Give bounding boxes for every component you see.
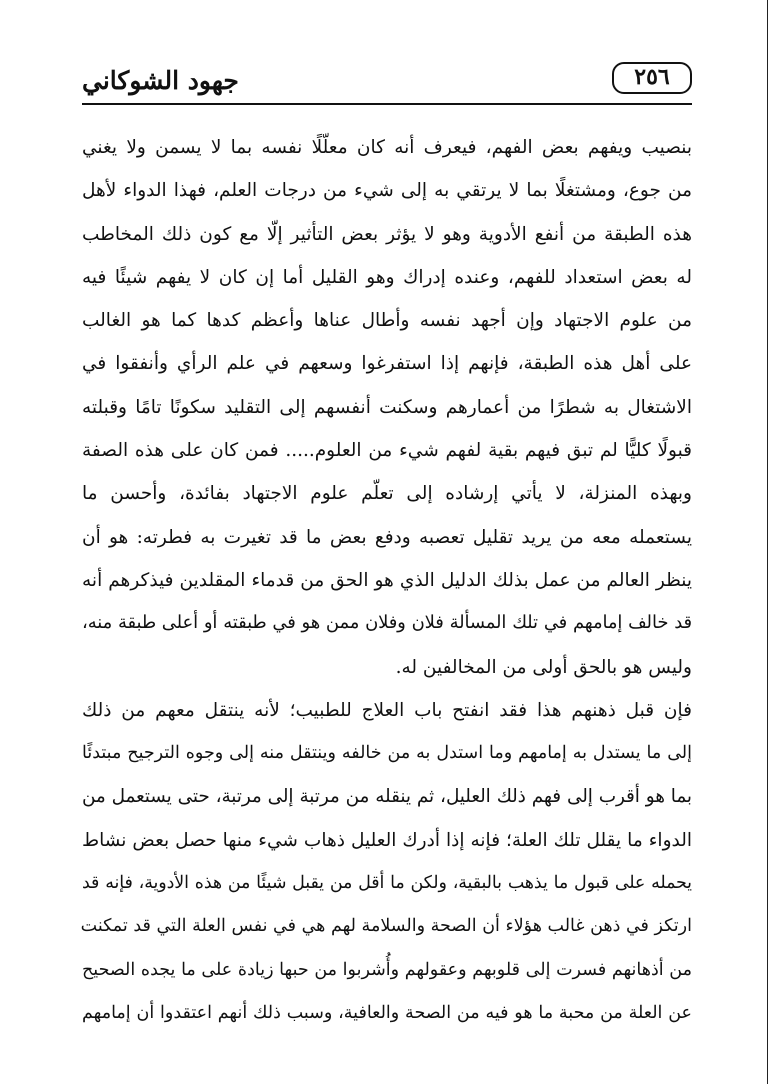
text-line: إلى ما يستدل به إمامهم وما استدل به من خالفه وينتقل منه إلى وجوه الترجيح مبتدئًا (82, 743, 692, 764)
text-line: يحمله على قبول ما يذهب بالبقية، ولكن ما أقل من يقبل شيئًا من هذه الأدوية، فإنه قد (82, 873, 692, 894)
text-line: فإن قبل ذهنهم هذا فقد انفتح باب العلاج للطبيب؛ لأنه ينتقل معهم من ذلك (82, 699, 692, 721)
text-line: الدواء ما يقلل تلك العلة؛ فإنه إذا أدرك العليل ذهاب شيء منها حصل بعض نشاط (82, 829, 692, 851)
text-line: عن العلة من محبة ما هو فيه من الصحة والعافية، وسبب ذلك أنهم اعتقدوا أن إمامهم (82, 1002, 692, 1023)
text-line: من جوع، ومشتغلًا بما لا يرتقي به إلى شيء من درجات العلم، فهذا الدواء لأهل (82, 180, 692, 202)
header-rule (82, 103, 692, 105)
text-line: وبهذه المنزلة، لا يأتي إرشاده إلى تعلّم علوم الاجتهاد بفائدة، وأحسن ما (82, 483, 692, 505)
text-line: له بعض استعداد للفهم، وعنده إدراك وهو القليل أما إن كان لا يفهم شيئًا فيه (82, 266, 692, 288)
text-line: قبولًا كليًّا لم تبق فيهم بقية لفهم شيء من العلوم..... فمن كان على هذه الصفة (82, 440, 692, 462)
text-line: ارتكز في ذهن غالب هؤلاء أن الصحة والسلامة لهم هي في نفس العلة التي قد تمكنت (80, 916, 692, 937)
text-line: على أهل هذه الطبقة، فإنهم إذا استفرغوا وسعهم في علم الرأي وأنفقوا في (82, 353, 692, 375)
text-line: بنصيب ويفهم بعض الفهم، فيعرف أنه كان معلّلًا نفسه بما لا يسمن ولا يغني (82, 137, 692, 158)
page-header (82, 60, 692, 102)
text-line: وليس هو بالحق أولى من المخالفين له. (395, 656, 692, 678)
page-number: ٢٥٦ (612, 62, 692, 94)
text-line: الاشتغال به شطرًا من أعمارهم وسكنت أنفسهم إلى التقليد سكونًا تامًا وقبلته (82, 396, 692, 418)
text-line: يستعمله معه من يريد تقليل تعصبه ودفع بعض ما قد تغيرت به فطرته: هو أن (82, 526, 692, 548)
text-line: من علوم الاجتهاد وإن أجهد نفسه وأطال عناها وأعظم كدها كما هو الغالب (82, 310, 692, 332)
text-line: من أذهانهم فسرت إلى قلوبهم وعقولهم وأُشربوا من حبها زيادة على ما يجده الصحيح (82, 959, 692, 980)
paragraph-1 (82, 126, 692, 689)
running-title: جهود الشوكاني (82, 66, 239, 95)
scan-edge-line (767, 0, 768, 1084)
text-line: هذه الطبقة من أنفع الأدوية وهو لا يؤثر بعض التأثير إلّا مع كون ذلك المخاطب (82, 223, 692, 245)
text-line: قد خالف إمامهم في تلك المسألة فلان وفلان ممن هو في طبقته أو أعلى طبقة منه، (82, 613, 692, 634)
text-line: ينظر العالم من عمل بذلك الدليل الذي هو الحق من قدماء المقلدين فيذكرهم أنه (82, 569, 692, 591)
paragraph-2 (82, 689, 692, 1035)
text-line: بما هو أقرب إلى فهم ذلك العليل، ثم ينقله من مرتبة إلى مرتبة، حتى يستعمل من (82, 786, 692, 808)
body-text (82, 126, 692, 1035)
